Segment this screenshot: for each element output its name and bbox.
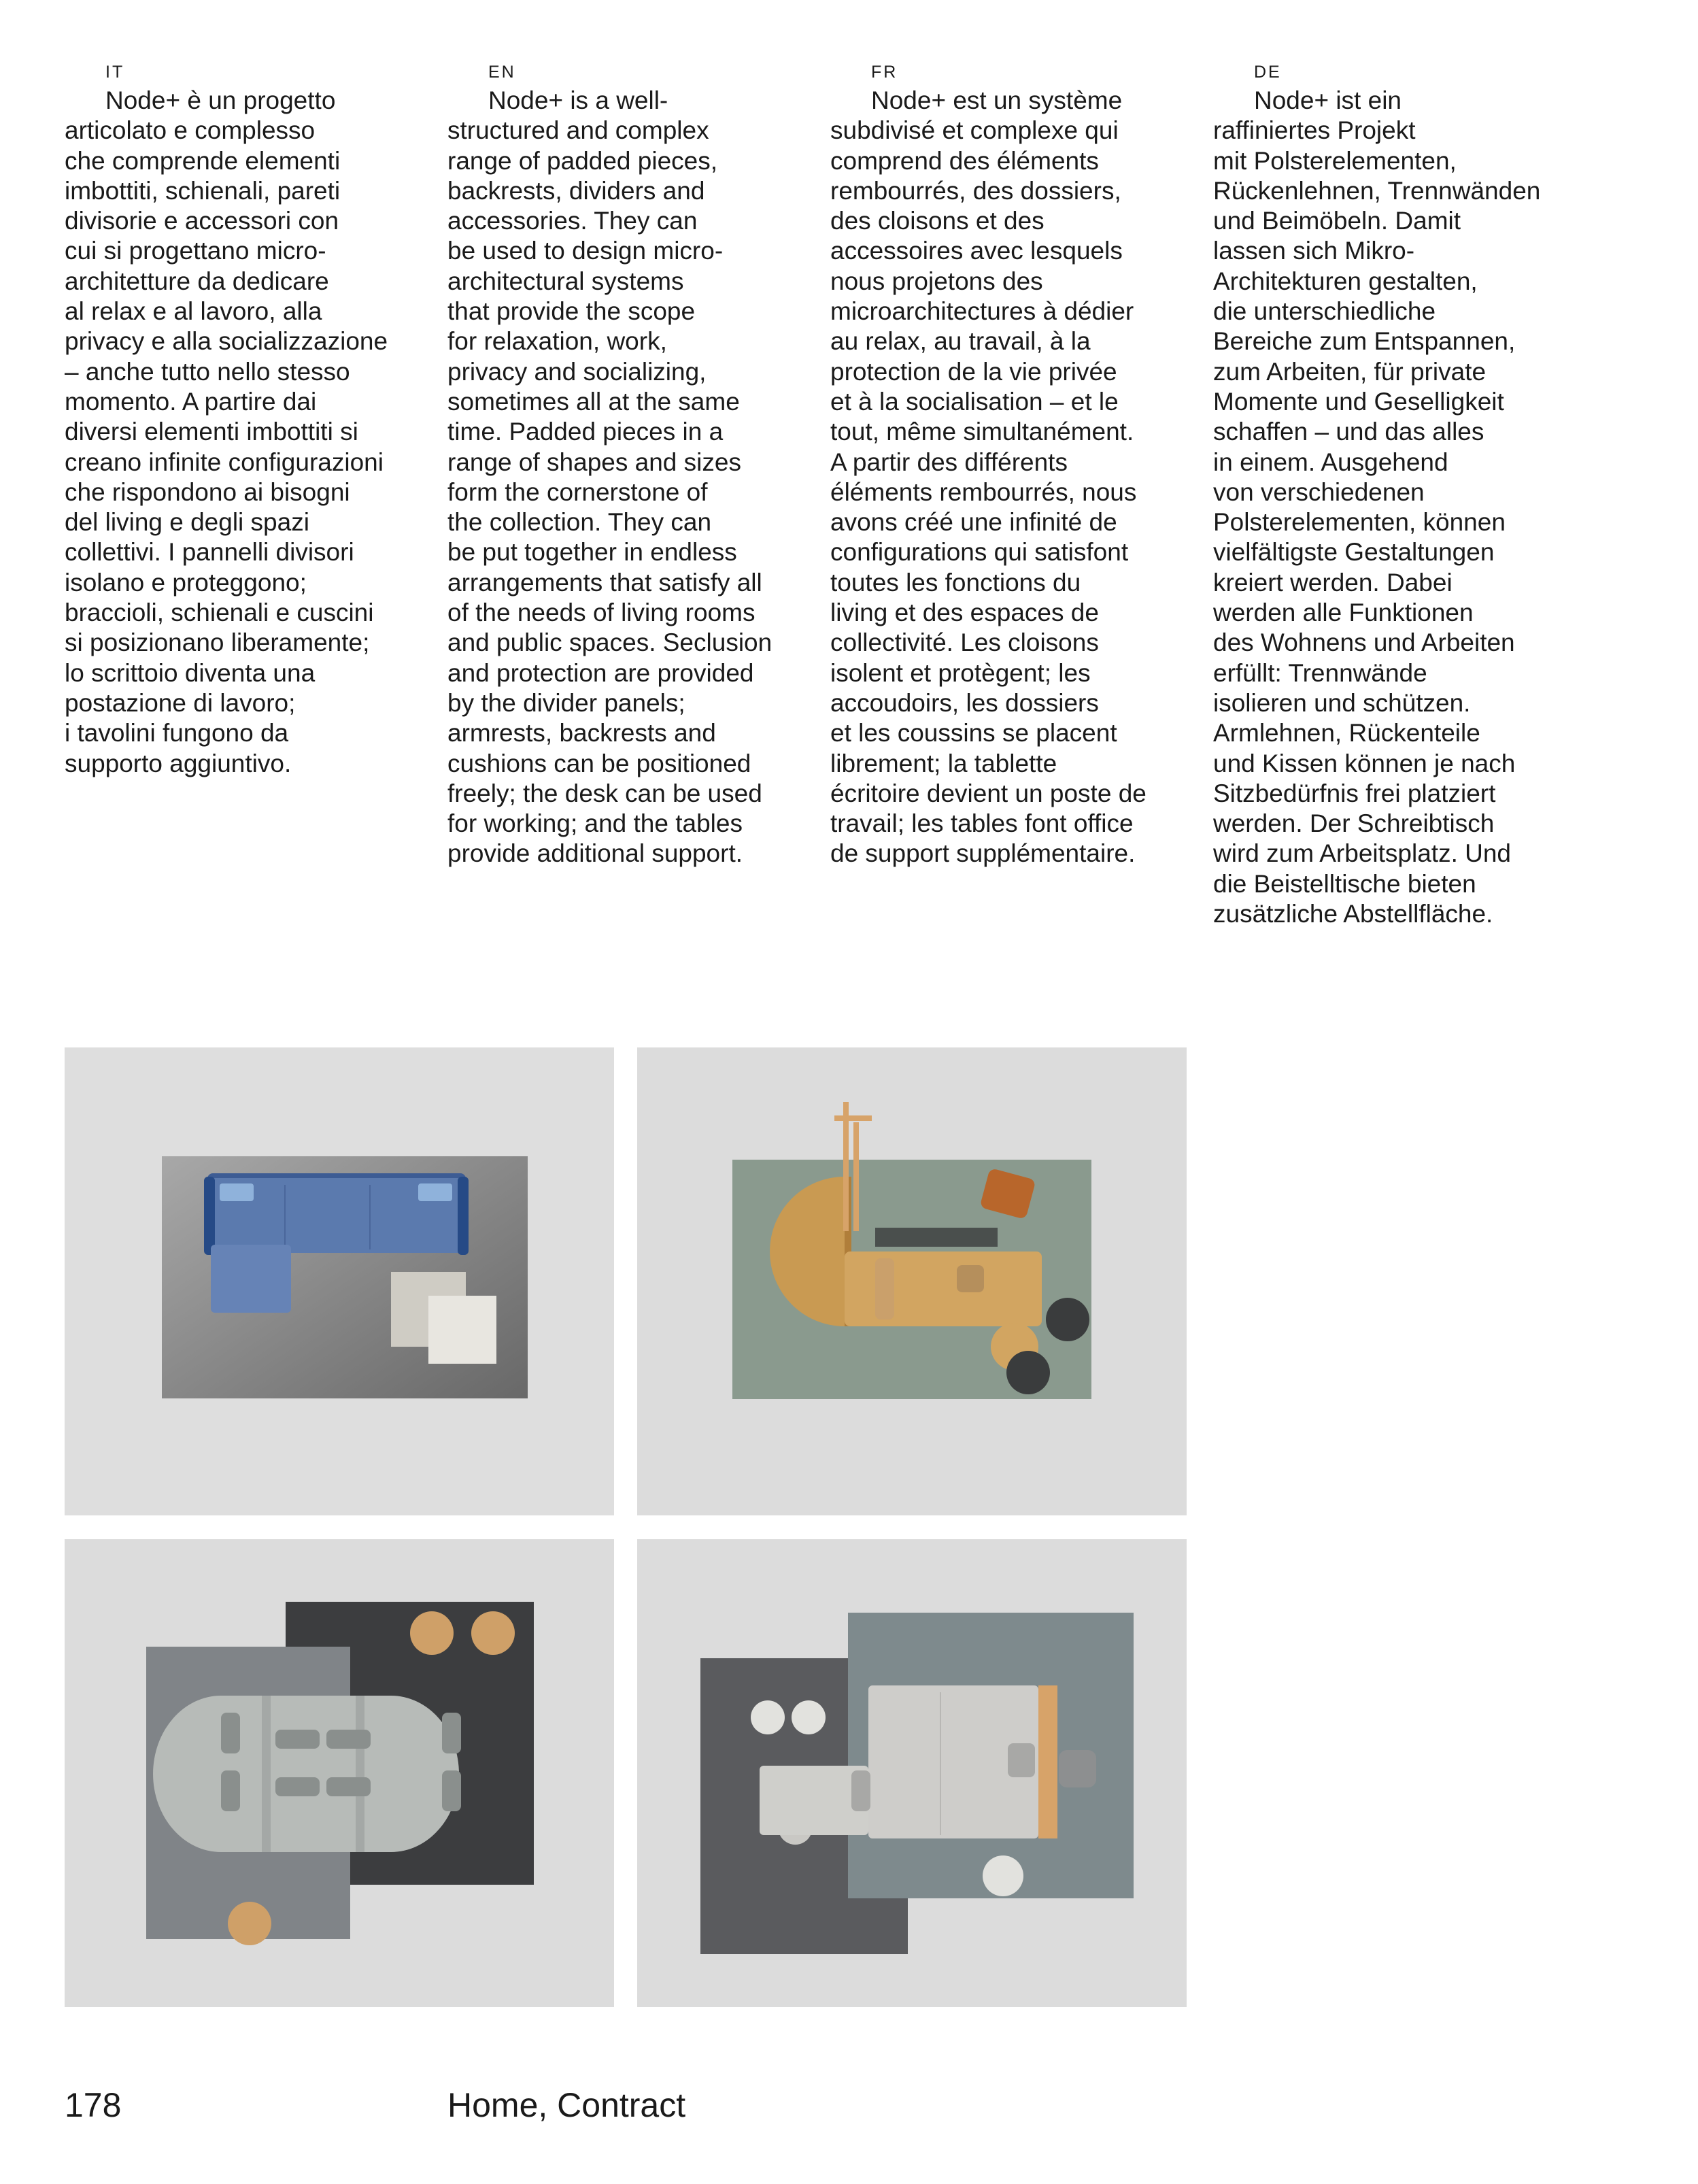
column-fr bbox=[830, 58, 1198, 869]
photo-round-sofa bbox=[65, 1539, 614, 2007]
language-label: DE bbox=[1254, 63, 1282, 82]
column-text: Node+ is a well- structured and complex range of padded pieces, backrests, dividers and accessories. They can be used to design micro- architectural systems that provide the scope for relaxation, work, privacy and socializing, sometimes all at the same time. Padded pieces in a range of shapes and sizes form the cornerstone of the collection. They can be put together in endless arrangements that satisfy all of the needs of living rooms and public spaces. Seclusion and protection are provided by the divider panels; armrests, backrests and cushions can be positioned freely; the desk can be used for working; and the tables provide additional support. bbox=[447, 86, 772, 868]
photo-blue-sofa bbox=[65, 1047, 614, 1515]
column-text: Node+ ist ein raffiniertes Projekt mit Polsterelementen, Rückenlehnen, Trennwänden und Beimöbeln. Damit lassen sich Mikro- Architekturen gestalten, die unterschiedliche Bereiche zum Entspannen, zum Arbeiten, für private Momente und Geselligkeit schaffen – und das alles in einem. Ausgehend von verschiedenen Polsterelementen, können vielfältigste Gestaltungen kreiert werden. Dabei werden alle Funktionen des Wohnens und Arbeiten erfüllt: Trennwände isolieren und schützen. Armlehnen, Rückenteile und Kissen können je nach Sitzbedürfnis frei platziert werden. Der Schreibtisch wird zum Arbeitsplatz. Und die Beistelltische bieten zusätzliche Abstellfläche. bbox=[1213, 86, 1541, 928]
language-label: FR bbox=[871, 63, 898, 82]
photo-grey-sectional bbox=[637, 1539, 1187, 2007]
page-number: 178 bbox=[65, 2086, 122, 2124]
column-de bbox=[1213, 58, 1580, 929]
column-en bbox=[447, 58, 815, 869]
photo-tan-sofa bbox=[637, 1047, 1187, 1515]
language-label: EN bbox=[488, 63, 516, 82]
column-text: Node+ è un progetto articolato e complesso che comprende elementi imbottiti, schienali, pareti divisorie e accessori con cui si progettano micro- architetture da dedicare al relax e al lavoro, alla privacy e alla socializzazione – anche tutto nello stesso momento. A partire dai diversi elementi imbottiti si creano infinite configurazioni che rispondono ai bisogni del living e degli spazi collettivi. I pannelli divisori isolano e proteggono; braccioli, schienali e cuscini si posizionano liberamente; lo scrittoio diventa una postazione di lavoro; i tavolini fungono da supporto aggiuntivo. bbox=[65, 86, 388, 777]
column-it bbox=[65, 58, 432, 779]
column-text: Node+ est un système subdivisé et complexe qui comprend des éléments rembourrés, des dossiers, des cloisons et des accessoires avec lesquels nous projetons des microarchitectures à dédier au relax, au travail, à la protection de la vie privée et à la socialisation – et le tout, même simultanément. A partir des différents éléments rembourrés, nous avons créé une infinité de configurations qui satisfont toutes les fonctions du living et des espaces de collectivité. Les cloisons isolent et protègent; les accoudoirs, les dossiers et les coussins se placent librement; la tablette écritoire devient un poste de travail; les tables font office de support supplémentaire. bbox=[830, 86, 1147, 868]
section-title: Home, Contract bbox=[447, 2086, 686, 2124]
language-label: IT bbox=[105, 63, 125, 82]
